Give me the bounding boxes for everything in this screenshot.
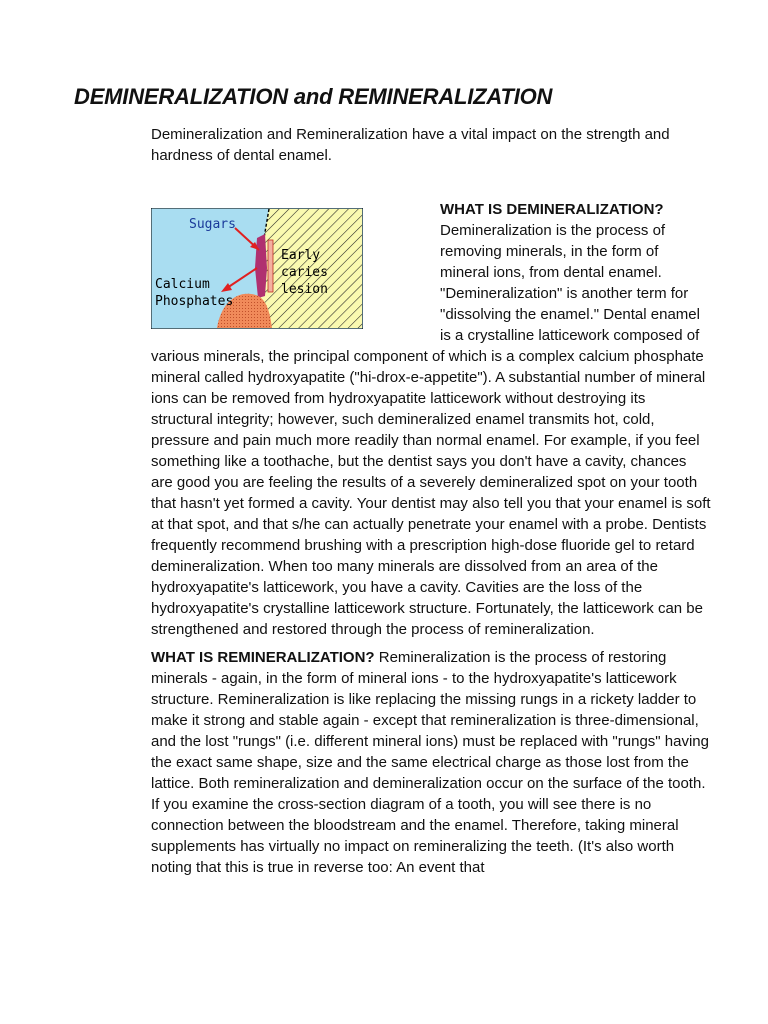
page-title: DEMINERALIZATION and REMINERALIZATION bbox=[74, 84, 553, 109]
label-phosphates: Phosphates bbox=[155, 294, 234, 309]
lesion-marker bbox=[268, 240, 273, 292]
label-sugars: Sugars bbox=[189, 217, 236, 232]
demineralization-text: Demineralization is the process of removing minerals, in the form of mineral ions, from dental enamel. "Demineralization" is another term for "dissolving the enamel." Dental enamel is a crystalline latticework composed of various minerals, the principal component of which is a complex calcium phosphate mineral called hydroxyapatite ("hi-drox-e-appetite"). A substantial number of mineral ions can be removed from hydroxyapatite latticework without destroying its structural integrity; however, such demineralized enamel transmits hot, cold, pressure and pain much more readily than normal enamel. For example, if you feel something like a toothache, but the dentist says you don't have a cavity, chances are good you are feeling the results of a severely demineralized spot on your tooth that hasn't yet formed a cavity. Your dentist may also tell you that your enamel is soft at that spot, and that s/he can actually penetrate your enamel with a probe. Dentists frequently recommend brushing with a prescription high-dose fluoride gel to retard demineralization. When too many minerals are dissolved from an area of the hydroxyapatite's latticework, you have a cavity. Cavities are the loss of the hydroxyapatite's crystalline latticework structure. Fortunately, the latticework can be strengthened and restored through the process of remineralization. bbox=[151, 222, 711, 638]
label-calcium: Calcium bbox=[155, 277, 210, 292]
label-lesion: lesion bbox=[281, 282, 328, 297]
intro-paragraph bbox=[151, 124, 711, 166]
demineralization-heading: WHAT IS DEMINERALIZATION? bbox=[440, 201, 664, 218]
article-body bbox=[151, 199, 711, 878]
intro-text: Demineralization and Remineralization have a vital impact on the strength and hardness of dental enamel. bbox=[151, 126, 670, 164]
demineralization-diagram bbox=[151, 208, 363, 329]
label-early: Early bbox=[281, 248, 321, 263]
remineralization-text: Remineralization is the process of restoring minerals - again, in the form of mineral ions - to the hydroxyapatite's latticework structure. Remineralization is like replacing the missing rungs in a rickety ladder to make it strong and stable again - except that remineralization is three-dimensional, and the lost "rungs" (i.e. different mineral ions) must be replaced with "rungs" having the exact same shape, size and the same electrical charge as those lost from the lattice. Both remineralization and demineralization occur on the surface of the tooth. If you examine the cross-section diagram of a tooth, you will see there is no connection between the bloodstream and the enamel. Therefore, taking mineral supplements has virtually no impact on remineralizing the teeth. (It's also worth noting that this is true in reverse too: An event that bbox=[151, 649, 709, 876]
remineralization-paragraph bbox=[151, 647, 711, 878]
remineralization-heading: WHAT IS REMINERALIZATION? bbox=[151, 649, 375, 666]
label-caries: caries bbox=[281, 265, 328, 280]
